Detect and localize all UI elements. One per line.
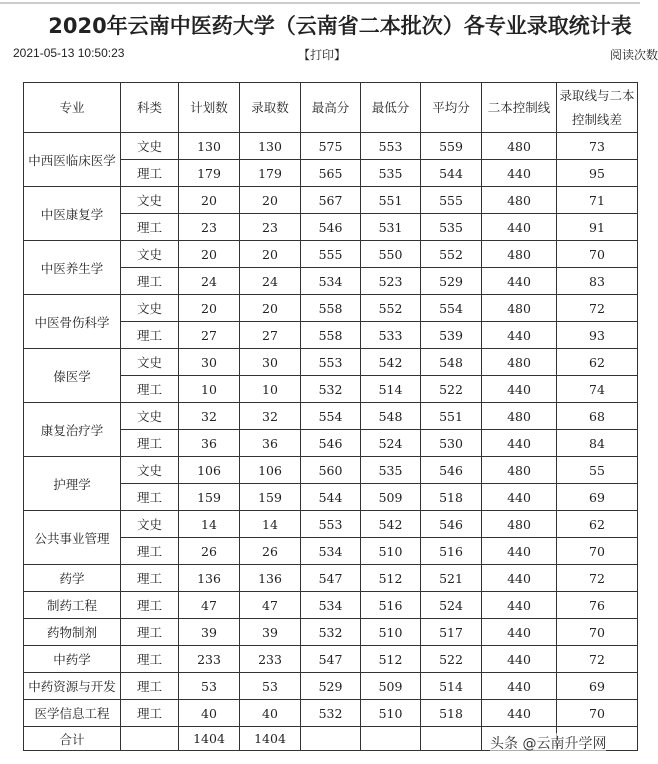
table-cell: 565: [301, 160, 361, 187]
empty-cell: [301, 727, 361, 751]
table-cell: 510: [361, 700, 421, 727]
table-cell: 542: [361, 511, 421, 538]
table-cell: 480: [482, 295, 557, 322]
table-cell: 440: [482, 565, 557, 592]
subject-type: 理工: [121, 538, 179, 565]
major-name: 药学: [24, 565, 121, 592]
table-cell: 510: [361, 619, 421, 646]
table-cell: 179: [240, 160, 301, 187]
subject-type: 理工: [121, 673, 179, 700]
table-cell: 20: [240, 295, 301, 322]
table-cell: 440: [482, 538, 557, 565]
table-cell: 93: [557, 322, 638, 349]
major-name: 公共事业管理: [24, 511, 121, 565]
table-header-row: [24, 83, 638, 133]
table-cell: 130: [240, 133, 301, 160]
table-cell: 480: [482, 133, 557, 160]
subject-type: 理工: [121, 214, 179, 241]
table-cell: 559: [421, 133, 482, 160]
table-cell: 440: [482, 700, 557, 727]
table-cell: 440: [482, 430, 557, 457]
subject-type: 文史: [121, 457, 179, 484]
table-cell: 84: [557, 430, 638, 457]
table-cell: 106: [179, 457, 240, 484]
table-cell: 534: [301, 592, 361, 619]
table-cell: 533: [361, 322, 421, 349]
table-cell: 55: [557, 457, 638, 484]
total-cell: 1404: [240, 727, 301, 751]
table-cell: 575: [301, 133, 361, 160]
subject-type: 理工: [121, 592, 179, 619]
table-cell: 233: [240, 646, 301, 673]
table-row: [24, 295, 638, 322]
table-cell: 560: [301, 457, 361, 484]
table-cell: 517: [421, 619, 482, 646]
table-cell: 553: [301, 511, 361, 538]
table-row: [24, 673, 638, 700]
major-name: 康复治疗学: [24, 403, 121, 457]
table-cell: 26: [240, 538, 301, 565]
table-cell: 106: [240, 457, 301, 484]
table-cell: 71: [557, 187, 638, 214]
table-cell: 14: [179, 511, 240, 538]
table-cell: 70: [557, 619, 638, 646]
table-cell: 68: [557, 403, 638, 430]
table-cell: 72: [557, 295, 638, 322]
table-cell: 518: [421, 484, 482, 511]
table-cell: 20: [179, 187, 240, 214]
table-cell: 47: [240, 592, 301, 619]
table-cell: 548: [421, 349, 482, 376]
table-cell: 552: [361, 295, 421, 322]
print-link[interactable]: 【打印】: [298, 48, 347, 62]
column-header: 二本控制线: [482, 83, 557, 133]
subject-type: 理工: [121, 430, 179, 457]
column-header: 科类: [121, 83, 179, 133]
column-header: 最低分: [361, 83, 421, 133]
table-cell: 20: [240, 187, 301, 214]
table-cell: 36: [179, 430, 240, 457]
table-cell: 10: [179, 376, 240, 403]
empty-cell: [121, 727, 179, 751]
table-cell: 440: [482, 160, 557, 187]
table-cell: 553: [361, 133, 421, 160]
table-cell: 53: [179, 673, 240, 700]
table-cell: 535: [361, 160, 421, 187]
table-cell: 480: [482, 511, 557, 538]
table-cell: 136: [179, 565, 240, 592]
table-row: [24, 619, 638, 646]
subject-type: 理工: [121, 160, 179, 187]
table-cell: 547: [301, 565, 361, 592]
table-cell: 74: [557, 376, 638, 403]
table-cell: 534: [301, 268, 361, 295]
table-cell: 512: [361, 646, 421, 673]
table-cell: 530: [421, 430, 482, 457]
subject-type: 文史: [121, 403, 179, 430]
table-cell: 544: [301, 484, 361, 511]
major-name: 傣医学: [24, 349, 121, 403]
table-cell: 546: [421, 511, 482, 538]
column-header: 录取线与二本控制线差: [557, 83, 638, 133]
table-cell: 62: [557, 511, 638, 538]
table-cell: 72: [557, 565, 638, 592]
table-cell: 32: [240, 403, 301, 430]
table-cell: 558: [301, 295, 361, 322]
subject-type: 文史: [121, 133, 179, 160]
publish-date: 2021-05-13 10:50:23: [13, 46, 125, 60]
table-cell: 518: [421, 700, 482, 727]
table-cell: 69: [557, 484, 638, 511]
table-cell: 522: [421, 376, 482, 403]
table-cell: 53: [240, 673, 301, 700]
table-cell: 551: [421, 403, 482, 430]
table-cell: 91: [557, 214, 638, 241]
table-cell: 70: [557, 538, 638, 565]
major-name: 中药学: [24, 646, 121, 673]
table-cell: 514: [421, 673, 482, 700]
column-header: 计划数: [179, 83, 240, 133]
table-cell: 554: [301, 403, 361, 430]
subject-type: 理工: [121, 268, 179, 295]
page-title: 2020年云南中医药大学（云南省二本批次）各专业录取统计表: [48, 14, 632, 38]
table-cell: 30: [240, 349, 301, 376]
table-cell: 555: [421, 187, 482, 214]
subject-type: 理工: [121, 376, 179, 403]
table-cell: 480: [482, 187, 557, 214]
table-cell: 440: [482, 376, 557, 403]
table-cell: 20: [179, 295, 240, 322]
subject-type: 理工: [121, 322, 179, 349]
table-cell: 130: [179, 133, 240, 160]
table-row: [24, 241, 638, 268]
table-cell: 554: [421, 295, 482, 322]
table-cell: 521: [421, 565, 482, 592]
table-cell: 532: [301, 619, 361, 646]
table-cell: 76: [557, 592, 638, 619]
subject-type: 文史: [121, 511, 179, 538]
table-cell: 440: [482, 268, 557, 295]
table-cell: 546: [301, 214, 361, 241]
table-cell: 535: [361, 457, 421, 484]
table-cell: 516: [421, 538, 482, 565]
top-divider: [0, 2, 640, 4]
table-cell: 136: [240, 565, 301, 592]
table-cell: 14: [240, 511, 301, 538]
table-row: [24, 646, 638, 673]
table-cell: 179: [179, 160, 240, 187]
table-row: [24, 187, 638, 214]
watermark: 头条 @云南升学网: [490, 733, 606, 753]
major-name: 护理学: [24, 457, 121, 511]
table-cell: 546: [301, 430, 361, 457]
table-row: [24, 511, 638, 538]
table-cell: 70: [557, 700, 638, 727]
subject-type: 理工: [121, 700, 179, 727]
table-row: [24, 403, 638, 430]
table-cell: 233: [179, 646, 240, 673]
table-cell: 529: [421, 268, 482, 295]
table-cell: 558: [301, 322, 361, 349]
table-cell: 440: [482, 619, 557, 646]
table-cell: 516: [361, 592, 421, 619]
column-header: 录取数: [240, 83, 301, 133]
table-cell: 548: [361, 403, 421, 430]
table-cell: 544: [421, 160, 482, 187]
table-cell: 524: [421, 592, 482, 619]
table-cell: 523: [361, 268, 421, 295]
table-cell: 70: [557, 241, 638, 268]
major-name: 中医康复学: [24, 187, 121, 241]
table-row: [24, 700, 638, 727]
table-cell: 480: [482, 457, 557, 484]
table-cell: 159: [179, 484, 240, 511]
major-name: 医学信息工程: [24, 700, 121, 727]
table-cell: 547: [301, 646, 361, 673]
table-row: [24, 592, 638, 619]
table-cell: 24: [179, 268, 240, 295]
table-row: [24, 565, 638, 592]
subject-type: 文史: [121, 241, 179, 268]
table-cell: 26: [179, 538, 240, 565]
table-cell: 62: [557, 349, 638, 376]
table-cell: 440: [482, 646, 557, 673]
table-cell: 39: [240, 619, 301, 646]
subject-type: 文史: [121, 295, 179, 322]
table-cell: 32: [179, 403, 240, 430]
subject-type: 理工: [121, 565, 179, 592]
read-count-label: 阅读次数: [610, 48, 658, 62]
column-header: 专业: [24, 83, 121, 133]
table-cell: 535: [421, 214, 482, 241]
table-cell: 532: [301, 376, 361, 403]
table-cell: 542: [361, 349, 421, 376]
table-cell: 159: [240, 484, 301, 511]
table-cell: 567: [301, 187, 361, 214]
table-cell: 95: [557, 160, 638, 187]
table-cell: 440: [482, 673, 557, 700]
table-cell: 27: [179, 322, 240, 349]
table-row: [24, 133, 638, 160]
table-cell: 522: [421, 646, 482, 673]
subject-type: 文史: [121, 187, 179, 214]
total-cell: 合计: [24, 727, 121, 751]
table-cell: 440: [482, 214, 557, 241]
major-name: 中药资源与开发: [24, 673, 121, 700]
table-cell: 40: [240, 700, 301, 727]
table-cell: 480: [482, 241, 557, 268]
table-cell: 546: [421, 457, 482, 484]
table-cell: 534: [301, 538, 361, 565]
empty-cell: [421, 727, 482, 751]
subject-type: 文史: [121, 349, 179, 376]
table-cell: 539: [421, 322, 482, 349]
table-cell: 73: [557, 133, 638, 160]
table-cell: 532: [301, 700, 361, 727]
table-cell: 40: [179, 700, 240, 727]
subject-type: 理工: [121, 484, 179, 511]
table-cell: 552: [421, 241, 482, 268]
table-cell: 440: [482, 322, 557, 349]
table-cell: 30: [179, 349, 240, 376]
table-cell: 27: [240, 322, 301, 349]
table-cell: 509: [361, 484, 421, 511]
subject-type: 理工: [121, 646, 179, 673]
empty-cell: [361, 727, 421, 751]
table-cell: 83: [557, 268, 638, 295]
table-cell: 69: [557, 673, 638, 700]
admission-table: [23, 82, 638, 751]
major-name: 中西医临床医学: [24, 133, 121, 187]
table-cell: 20: [240, 241, 301, 268]
total-cell: 1404: [179, 727, 240, 751]
table-cell: 510: [361, 538, 421, 565]
column-header: 平均分: [421, 83, 482, 133]
table-row: [24, 457, 638, 484]
table-cell: 23: [179, 214, 240, 241]
table-cell: 550: [361, 241, 421, 268]
column-header: 最高分: [301, 83, 361, 133]
table-cell: 24: [240, 268, 301, 295]
table-cell: 509: [361, 673, 421, 700]
table-cell: 555: [301, 241, 361, 268]
table-cell: 529: [301, 673, 361, 700]
major-name: 中医骨伤科学: [24, 295, 121, 349]
major-name: 制药工程: [24, 592, 121, 619]
table-cell: 440: [482, 592, 557, 619]
table-cell: 553: [301, 349, 361, 376]
table-cell: 36: [240, 430, 301, 457]
table-cell: 514: [361, 376, 421, 403]
table-cell: 23: [240, 214, 301, 241]
major-name: 中医养生学: [24, 241, 121, 295]
major-name: 药物制剂: [24, 619, 121, 646]
table-cell: 20: [179, 241, 240, 268]
table-cell: 39: [179, 619, 240, 646]
table-cell: 480: [482, 403, 557, 430]
table-cell: 47: [179, 592, 240, 619]
table-cell: 531: [361, 214, 421, 241]
table-cell: 72: [557, 646, 638, 673]
table-cell: 524: [361, 430, 421, 457]
table-cell: 10: [240, 376, 301, 403]
table-cell: 512: [361, 565, 421, 592]
table-cell: 440: [482, 484, 557, 511]
table-cell: 551: [361, 187, 421, 214]
subject-type: 理工: [121, 619, 179, 646]
table-cell: 480: [482, 349, 557, 376]
table-row: [24, 349, 638, 376]
